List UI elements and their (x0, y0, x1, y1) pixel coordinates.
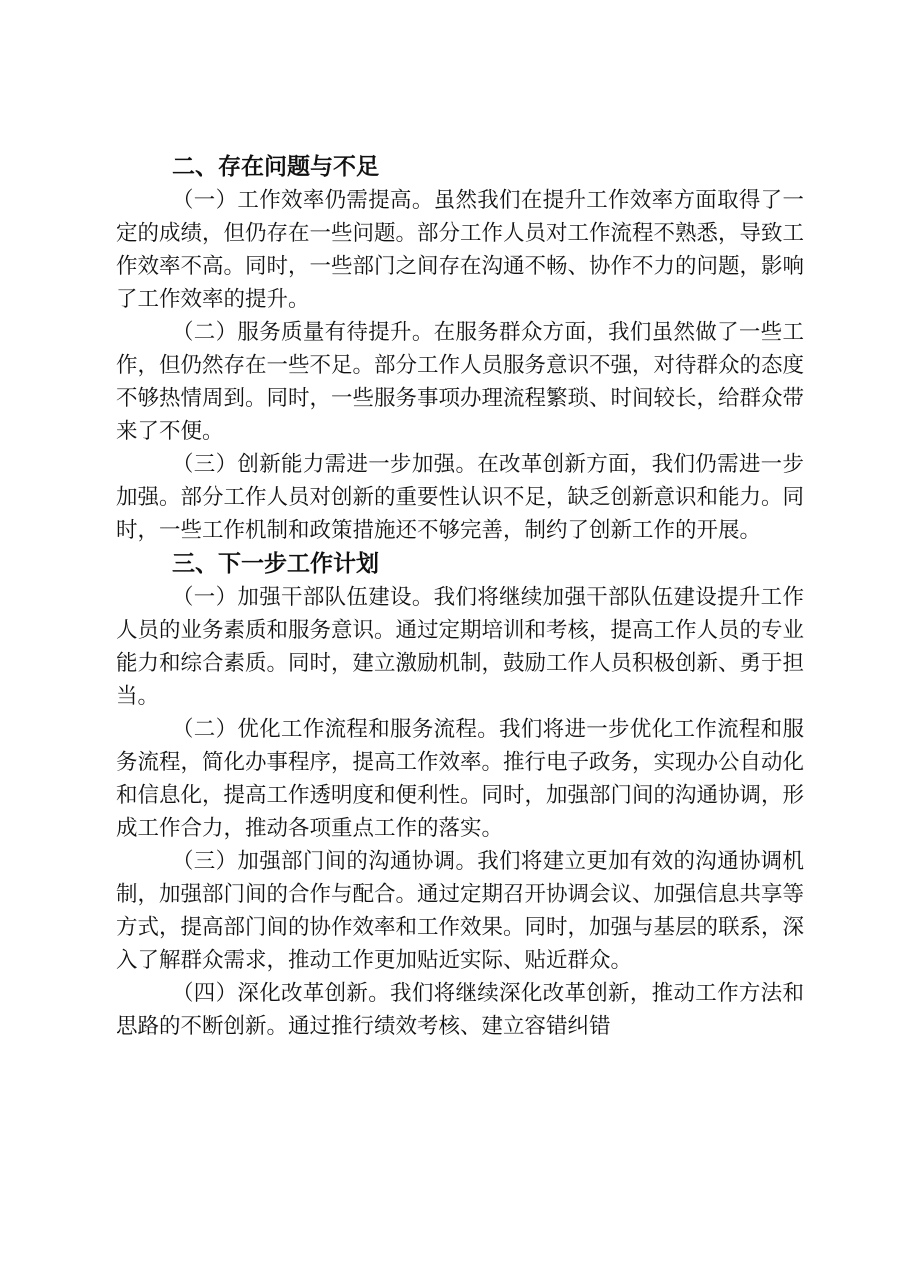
paragraph-process-optimization: （二）优化工作流程和服务流程。我们将进一步优化工作流程和服务流程，简化办事程序，提高工作效率。推行电子政务，实现办公自动化和信息化，提高工作透明度和便利性。同时，加强部门间的沟通协调，形成工作合力，推动各项重点工作的落实。 (116, 717, 805, 841)
section-heading-problems: 二、存在问题与不足 (172, 154, 379, 180)
paragraph-staff-building: （一）加强干部队伍建设。我们将继续加强干部队伍建设提升工作人员的业务素质和服务意识。通过定期培训和考核，提高工作人员的专业能力和综合素质。同时，建立激励机制，鼓励工作人员积极创新、勇于担当。 (116, 585, 805, 709)
paragraph-interdepartment-coordination: （三）加强部门间的沟通协调。我们将建立更加有效的沟通协调机制，加强部门间的合作与配合。通过定期召开协调会议、加强信息共享等方式，提高部门间的协作效率和工作效果。同时，加强与基层的联系，深入了解群众需求，推动工作更加贴近实际、贴近群众。 (116, 849, 805, 973)
paragraph-service-quality: （二）服务质量有待提升。在服务群众方面，我们虽然做了一些工作，但仍然存在一些不足。部分工作人员服务意识不强，对待群众的态度不够热情周到。同时，一些服务事项办理流程繁琐、时间较长，给群众带来了不便。 (116, 320, 805, 444)
paragraph-reform-innovation: （四）深化改革创新。我们将继续深化改革创新，推动工作方法和思路的不断创新。通过推行绩效考核、建立容错纠错 (116, 981, 804, 1039)
paragraph-innovation-capacity: （三）创新能力需进一步加强。在改革创新方面，我们仍需进一步加强。部分工作人员对创新的重要性认识不足，缺乏创新意识和能力。同时，一些工作机制和政策措施还不够完善，制约了创新工作的开展。 (116, 452, 805, 543)
paragraph-work-efficiency: （一）工作效率仍需提高。虽然我们在提升工作效率方面取得了一定的成绩，但仍存在一些问题。部分工作人员对工作流程不熟悉，导致工作效率不高。同时，一些部门之间存在沟通不畅、协作不力的问题，影响了工作效率的提升。 (116, 188, 805, 312)
section-heading-next-steps: 三、下一步工作计划 (172, 551, 379, 577)
document-body (116, 150, 804, 1043)
